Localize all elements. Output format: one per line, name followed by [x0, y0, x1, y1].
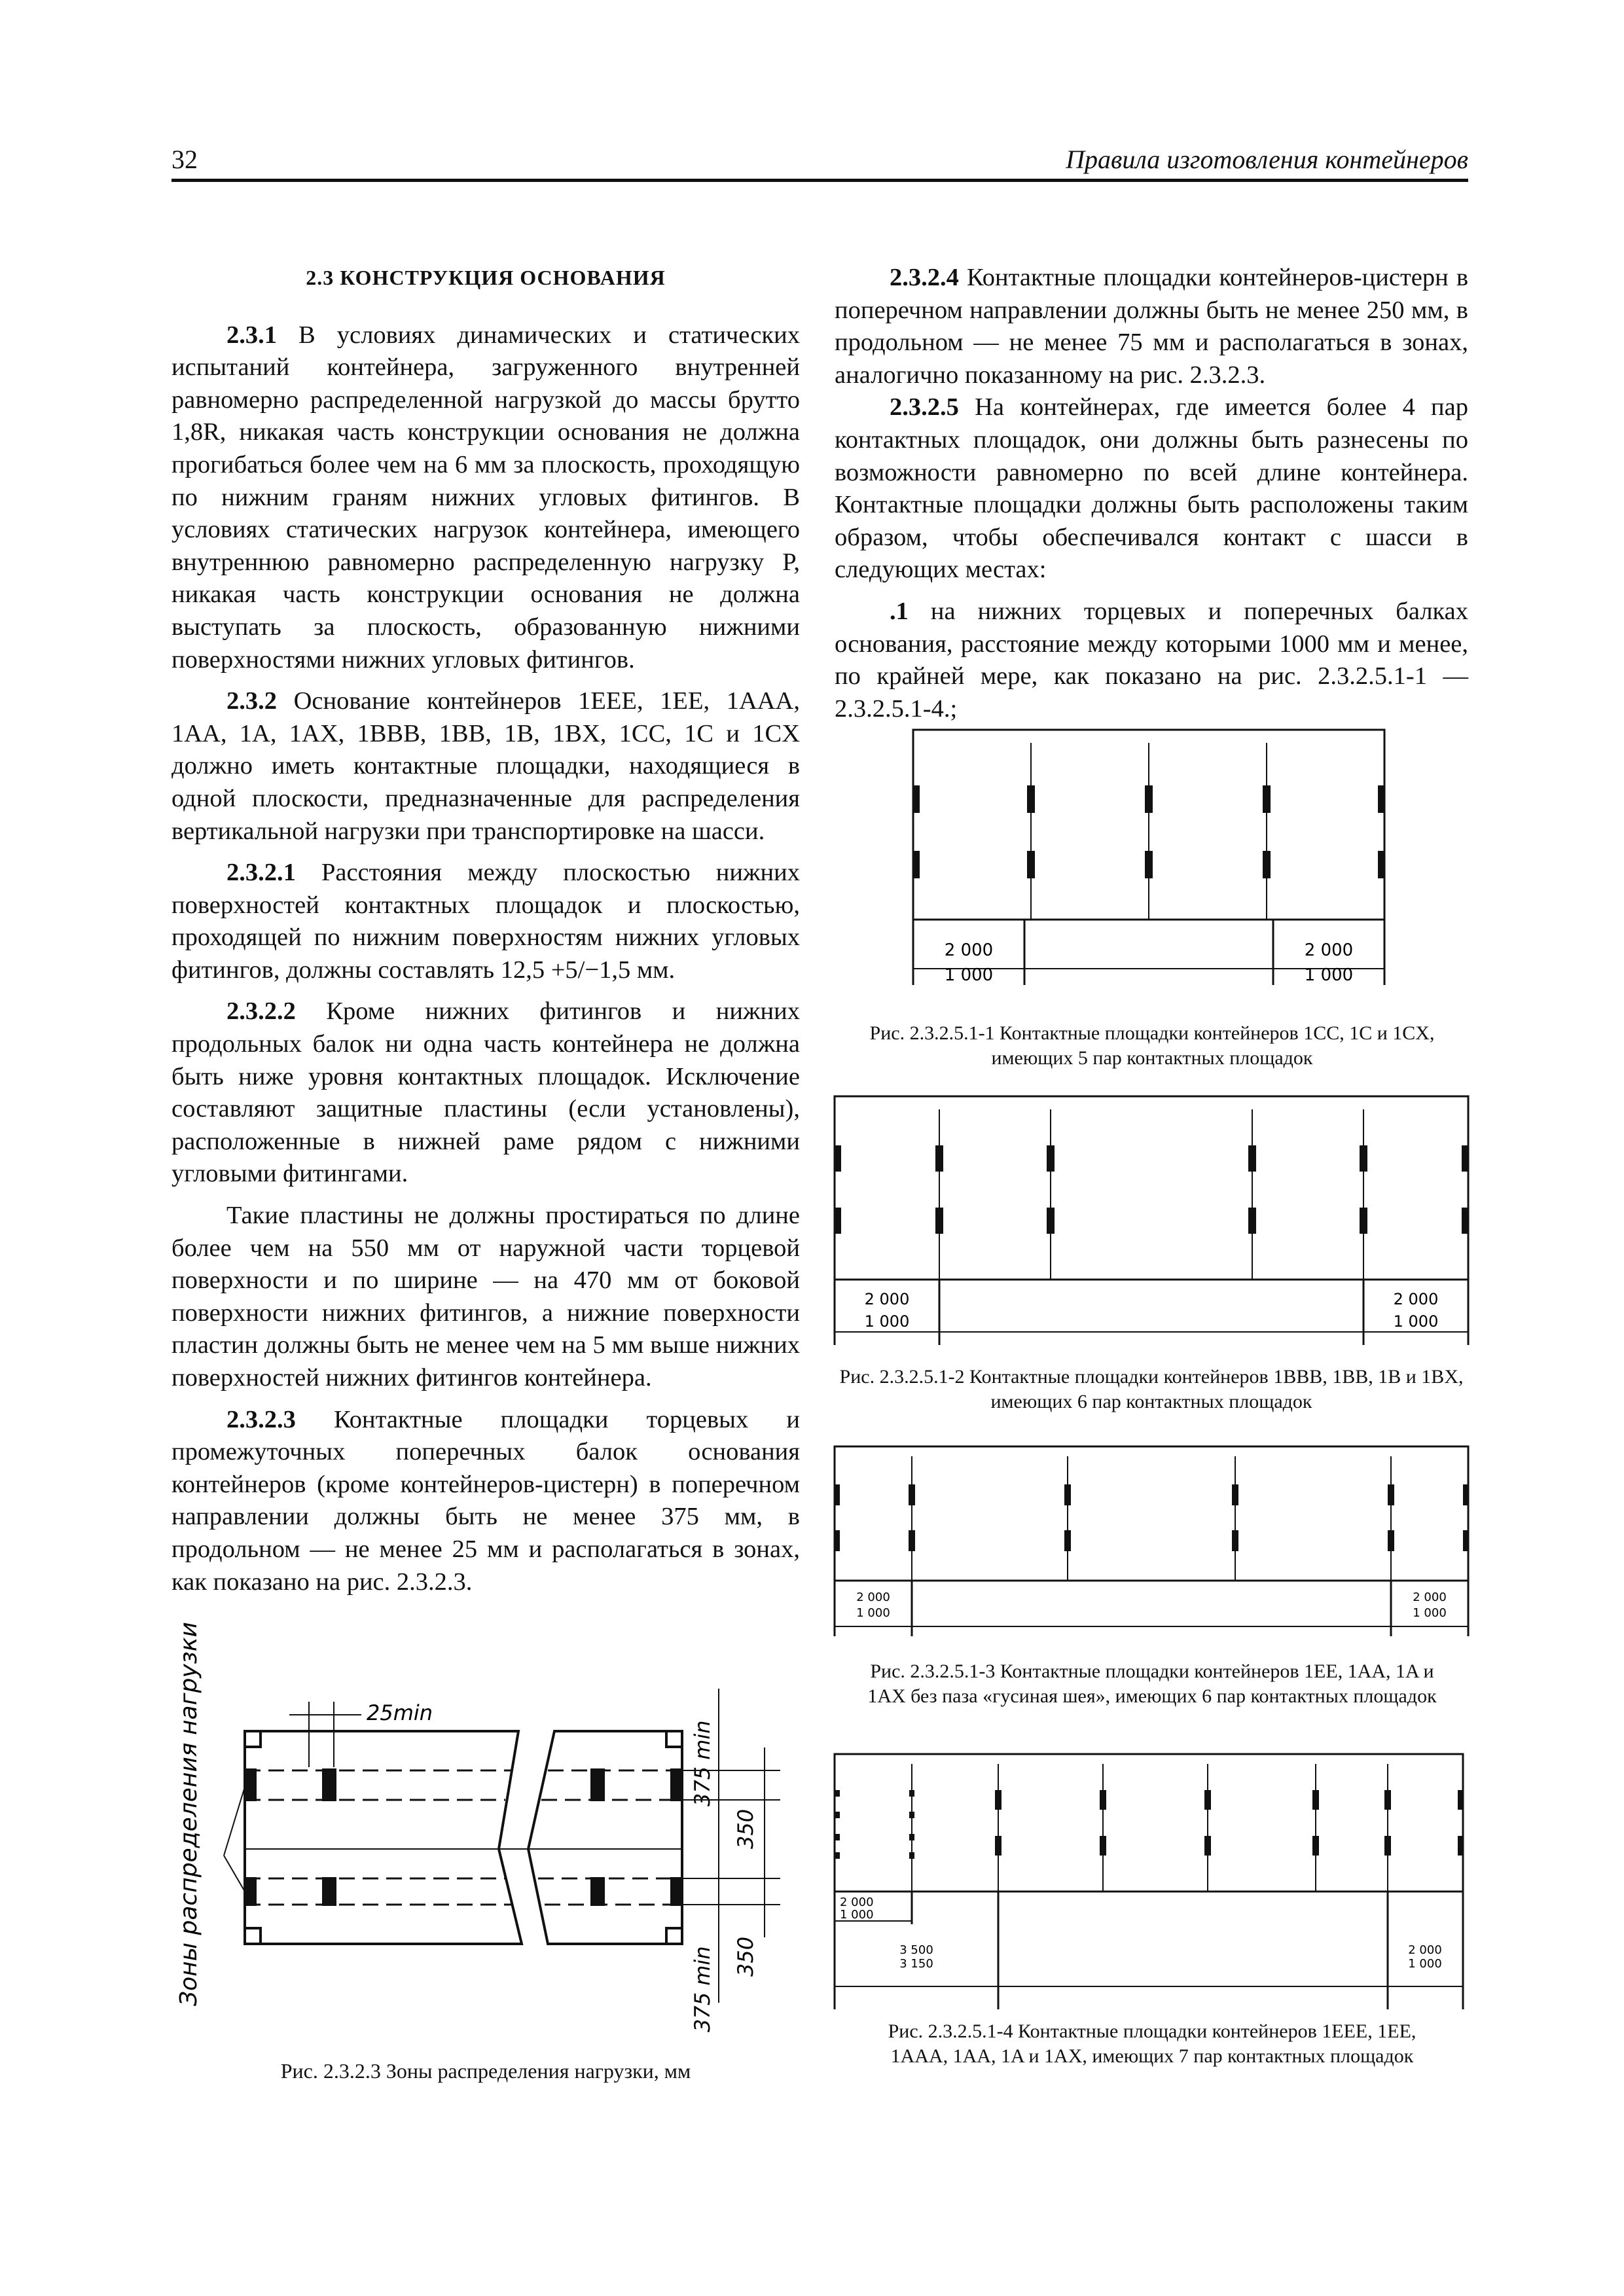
caption-fig-3: Рис. 2.3.2.5.1-3 Контактные площадки контейнеров 1EE, 1AA, 1A и 1AX без паза «гусиная шея», имеющих 6 пар контактных площадок: [867, 1660, 1437, 1707]
dim-2000-right: 2 000: [1304, 941, 1354, 960]
running-title: Правила изготовления контейнеров: [1066, 145, 1468, 174]
dim-1000-left: 1 000: [944, 965, 994, 985]
caption-fig-1: Рис. 2.3.2.5.1-1 Контактные площадки контейнеров 1CC, 1C и 1CX, имеющих 5 пар контактных площадок: [869, 1022, 1435, 1069]
dim-2000-left: 2 000: [840, 1895, 874, 1909]
clause-number: .1: [890, 597, 909, 625]
figure-2-3-2-5-1-4: [835, 1754, 1463, 2009]
clause-number: 2.3.2.4: [890, 264, 959, 291]
page-number: 32: [171, 145, 198, 174]
clause-text: Такие пластины не должны простираться по длине более чем на 550 мм от наружной части торцевой поверхности и по ширине — на 470 мм от боковой поверхности нижних фитингов, а нижние поверхности пластин должны быть не менее чем на 5 мм выше нижних поверхностей нижних фитингов контейнера.: [171, 1202, 800, 1391]
clause-number: 2.3.2.3: [226, 1405, 296, 1433]
paragraph-2-3-2-3: [171, 1404, 800, 1599]
clause-number: 2.3.1: [226, 321, 277, 349]
right-column: [835, 262, 1468, 725]
section-title: 2.3 КОНСТРУКЦИЯ ОСНОВАНИЯ: [306, 266, 666, 289]
figure-2-3-2-3-load-zones: [171, 1622, 800, 2032]
caption-fig-zones: Рис. 2.3.2.3 Зоны распределения нагрузки, мм: [280, 2059, 691, 2083]
paragraph-2-3-2-1: [171, 857, 800, 986]
clause-text: В условиях динамических и статических испытаний контейнера, загруженного внутренней равномерно распределенной нагрузкой до массы брутто 1,8R, никакая часть конструкции основания не должна прогибаться более чем на 6 мм за плоскость, проходящую по нижним граням нижних угловых фитингов. В условиях статических нагрузок контейнера, имеющего внутреннюю равномерно распределенную нагрузку P, никакая часть конструкции основания не должна выступать за плоскость, образованную нижними поверхностями нижних угловых фитингов.: [171, 321, 800, 673]
side-label: Зоны распределения нагрузки: [175, 1622, 202, 2006]
container-outline: [835, 1446, 1468, 1581]
clause-number: 2.3.2.1: [226, 859, 296, 887]
label-375-min-bottom: 375 min: [690, 1946, 715, 2032]
paragraph-plates: [171, 1200, 800, 1395]
container-outline: [835, 1754, 1463, 1892]
clause-text: На контейнерах, где имеется более 4 пар контактных площадок, они должны быть разнесены по возможности равномерно по всей длине контейнера. Контактные площадки должны быть расположены таким образом, чтобы обеспечивался контакт с шасси в следующих местах:: [835, 393, 1468, 584]
dim-1000-right: 1 000: [1393, 1312, 1439, 1331]
label-350-top: 350: [733, 1808, 758, 1849]
dim-2000-right: 2 000: [1408, 1943, 1442, 1957]
clause-text: Основание контейнеров 1EEE, 1EE, 1AAA, 1AA, 1A, 1AX, 1BBB, 1BB, 1B, 1BX, 1CC, 1C и 1CX должно иметь контактные площадки, находящиеся в одной плоскости, предназначенные для распределения вертикальной нагрузки при транспортировке на шасси.: [171, 687, 800, 845]
dim-1000-left: 1 000: [840, 1908, 874, 1922]
clause-number: 2.3.2: [226, 687, 277, 715]
dim-2000-left: 2 000: [864, 1290, 910, 1308]
left-column: [171, 262, 800, 1598]
dim-3500: 3 500: [899, 1943, 933, 1957]
dim-1000-right: 1 000: [1304, 965, 1354, 985]
clause-text: Контактные площадки торцевых и промежуточных поперечных балок основания контейнеров (кроме контейнеров-цистерн) в поперечном направлении должны быть не менее 375 мм, в продольном — не менее 25 мм и располагаться в зонах, как показано на рис. 2.3.2.3.: [171, 1405, 800, 1596]
clause-number: 2.3.2.5: [890, 393, 959, 422]
header-rule: [171, 179, 1468, 182]
dim-1000-right: 1 000: [1413, 1606, 1447, 1620]
dim-1000-left: 1 000: [856, 1606, 890, 1620]
dim-2000-left: 2 000: [944, 941, 994, 960]
paragraph-2-3-1: [171, 319, 800, 677]
clause-number: 2.3.2.2: [226, 997, 296, 1026]
clause-text: Контактные площадки контейнеров-цистерн в поперечном направлении должны быть не менее 250 мм, в продольном — не менее 75 мм и располагаться в зонах, аналогично показанному на рис. 2.3.2.3.: [835, 264, 1468, 389]
caption-fig-2: Рис. 2.3.2.5.1-2 Контактные площадки контейнеров 1BBB, 1BB, 1B и 1BX, имеющих 6 пар контактных площадок: [839, 1366, 1464, 1412]
paragraph-2-3-2-5: [835, 391, 1468, 586]
container-outline: [835, 1096, 1468, 1280]
clause-text: на нижних торцевых и поперечных балках основания, расстояние между которыми 1000 мм и менее, по крайней мере, как показано на рис. 2.3.2.5.1-1 — 2.3.2.5.1-4.;: [835, 597, 1468, 723]
dim-1000-right: 1 000: [1408, 1957, 1442, 1971]
paragraph-2-3-2-2: [171, 996, 800, 1191]
dim-2000-right: 2 000: [1413, 1590, 1447, 1604]
dim-2000-left: 2 000: [856, 1590, 890, 1604]
clause-text: Кроме нижних фитингов и нижних продольных балок ни одна часть контейнера не должна быть ниже уровня контактных площадок. Исключение составляют защитные пластины (если установлены), расположенные в нижней раме рядом с нижними угловыми фитингами.: [171, 997, 800, 1188]
label-25-min: 25min: [367, 1700, 433, 1725]
figure-2-3-2-5-1-2: [835, 1096, 1468, 1345]
dim-3150: 3 150: [899, 1957, 933, 1971]
dim-1000-left: 1 000: [864, 1312, 910, 1331]
dim-2000-right: 2 000: [1393, 1290, 1439, 1308]
paragraph-2-3-2: [171, 685, 800, 848]
label-350-bottom: 350: [733, 1936, 758, 1977]
figure-2-3-2-5-1-3: [835, 1446, 1468, 1636]
paragraph-2-3-2-4: [835, 262, 1468, 391]
paragraph-item-1: [835, 596, 1468, 725]
caption-fig-4: Рис. 2.3.2.5.1-4 Контактные площадки контейнеров 1EEE, 1EE, 1AAA, 1AA, 1A и 1AX, имеющих 7 пар контактных площадок: [888, 2020, 1416, 2067]
label-375-min-top: 375 min: [690, 1720, 715, 1806]
figure-2-3-2-5-1-1: [913, 730, 1384, 985]
clause-text: Расстояния между плоскостью нижних поверхностей контактных площадок и плоскостью, проходящей по нижним поверхностям нижних угловых фитингов, должны составлять 12,5 +5/−1,5 мм.: [171, 859, 800, 984]
